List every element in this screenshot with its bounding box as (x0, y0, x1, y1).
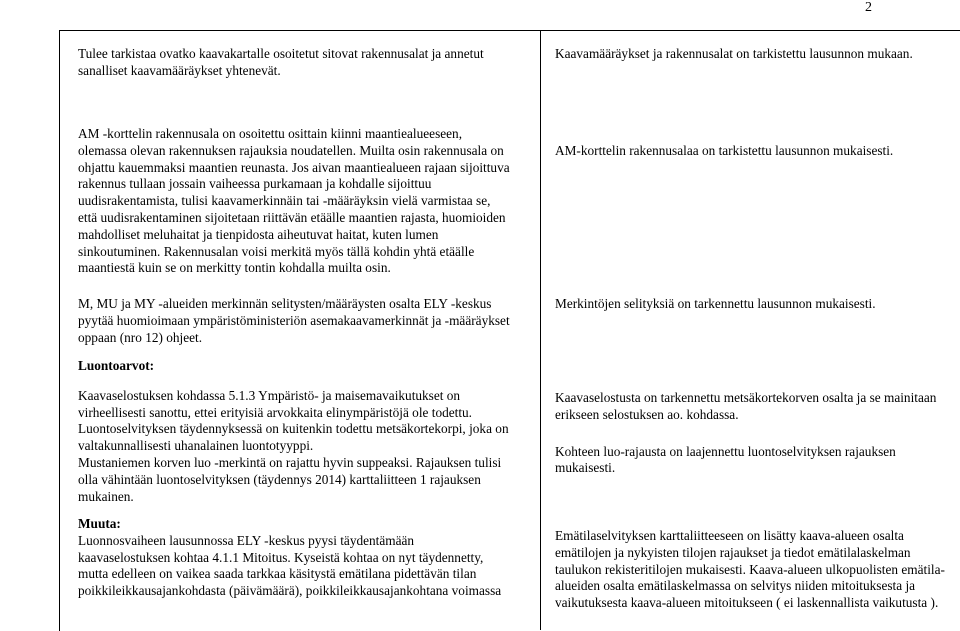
comment-text: M, MU ja MY -alueiden merkinnän selitysten/määräysten osalta ELY -keskus pyytää huomioimaan ympäristöministeriön asemakaavamerkinnät ja -määräykset oppaan (nro 12) ohjeet. (78, 296, 510, 345)
response-text: Kaavamääräykset ja rakennusalat on tarkistettu lausunnon mukaan. (555, 46, 913, 61)
response-text: Merkintöjen selityksiä on tarkennettu lausunnon mukaisesti. (555, 296, 876, 311)
section-heading-muuta: Muuta: (78, 516, 121, 531)
response-text: AM-korttelin rakennusalaa on tarkistettu lausunnon mukaisesti. (555, 143, 894, 158)
response-cell-4 (555, 390, 955, 477)
comment-text: Tulee tarkistaa ovatko kaavakartalle osoitetut sitovat rakennusalat ja annetut sanalliset kaavamääräykset yhtenevät. (78, 46, 484, 78)
section-heading-luontoarvot: Luontoarvot: (78, 358, 155, 373)
comment-cell-5 (78, 516, 538, 600)
response-cell-3 (555, 296, 955, 313)
response-text: Kohteen luo-rajausta on laajennettu luontoselvityksen rajauksen mukaisesti. (555, 443, 896, 476)
comment-text: AM -korttelin rakennusala on osoitettu osittain kiinni maantiealueeseen, olemassa olevan rakennuksen rajauksia noudatellen. Muilta osin rakennusala on ohjattu kauemmaksi maantien reunasta. Jos aivan maantiealueen rajaan sijoittuva rakennus tullaan jossain vaiheessa purkamaan ja kohdalle sijoittuu uudisrakentamista, tulisi kaavamerkinnäin tai -määräyksin vielä varmistaa se, että uudisrakentaminen sijoitetaan riittävän etäälle maantien rajasta, huomioiden mahdolliset meluhaitat ja tienpidosta aiheutuvat haitat, kuten lumen sinkoutuminen. Rakennusalan voisi merkitä myös tällä kohdin yhtä etäälle maantiestä kuin se on merkitty tontin kohdalla muilta osin. (78, 126, 510, 276)
response-cell-1 (555, 46, 955, 63)
column-divider (540, 30, 541, 630)
comment-cell-4 (78, 358, 538, 505)
comment-text: Kaavaselostuksen kohdassa 5.1.3 Ympäristö- ja maisemavaikutukset on virheellisesti sanottu, ettei erityisiä arvokkaita elinympäristöjä ole todettu. Luontoselvityksen täydennyksessä on kuitenkin todettu metsäkortekorpi, joka on valtakunnallisesti uhanalainen luontotyyppi. Mustaniemen korven luo -merkintä on rajattu hyvin suppeaksi. Rajauksen tulisi olla vähintään luontoselvityksen (täydennys 2014) karttaliitteen 1 rajauksen mukainen. (78, 387, 509, 504)
comment-cell-2 (78, 126, 538, 277)
response-text: Emätilaselvityksen karttaliitteeseen on lisätty kaava-alueen osalta emätilojen ja nykyisten tilojen rajaukset ja tiedot emätilalaskelman taulukon rekisteritilojen mukaisesti. Kaava-alueen ulkopuolisten emätila- alueiden osalta emätilaskelmassa on selvitys niiden mitoituksesta ja vaikutuksesta kaava-alueen mitoitukseen ( ei laskennallista vaikutusta ). (555, 528, 945, 611)
response-cell-2 (555, 143, 955, 160)
comment-text: Luonnosvaiheen lausunnossa ELY -keskus pyysi täydentämään kaavaselostuksen kohtaa 4.1.1 Mitoitus. Kyseistä kohtaa on nyt täydennetty, mutta edelleen on vaikea saada tarkkaa käsitystä emätilana pidettävän tilan poikkileikkausajankohdasta (päivämäärä), poikkileikkausajankohtana voimassa (78, 532, 502, 599)
response-text: Kaavaselostusta on tarkennettu metsäkortekorven osalta ja se mainitaan erikseen selostuksen ao. kohdassa. (555, 390, 937, 422)
response-cell-5 (555, 528, 955, 612)
comment-cell-3 (78, 296, 538, 346)
page-number: 2 (865, 0, 872, 15)
comment-cell-1 (78, 46, 538, 80)
